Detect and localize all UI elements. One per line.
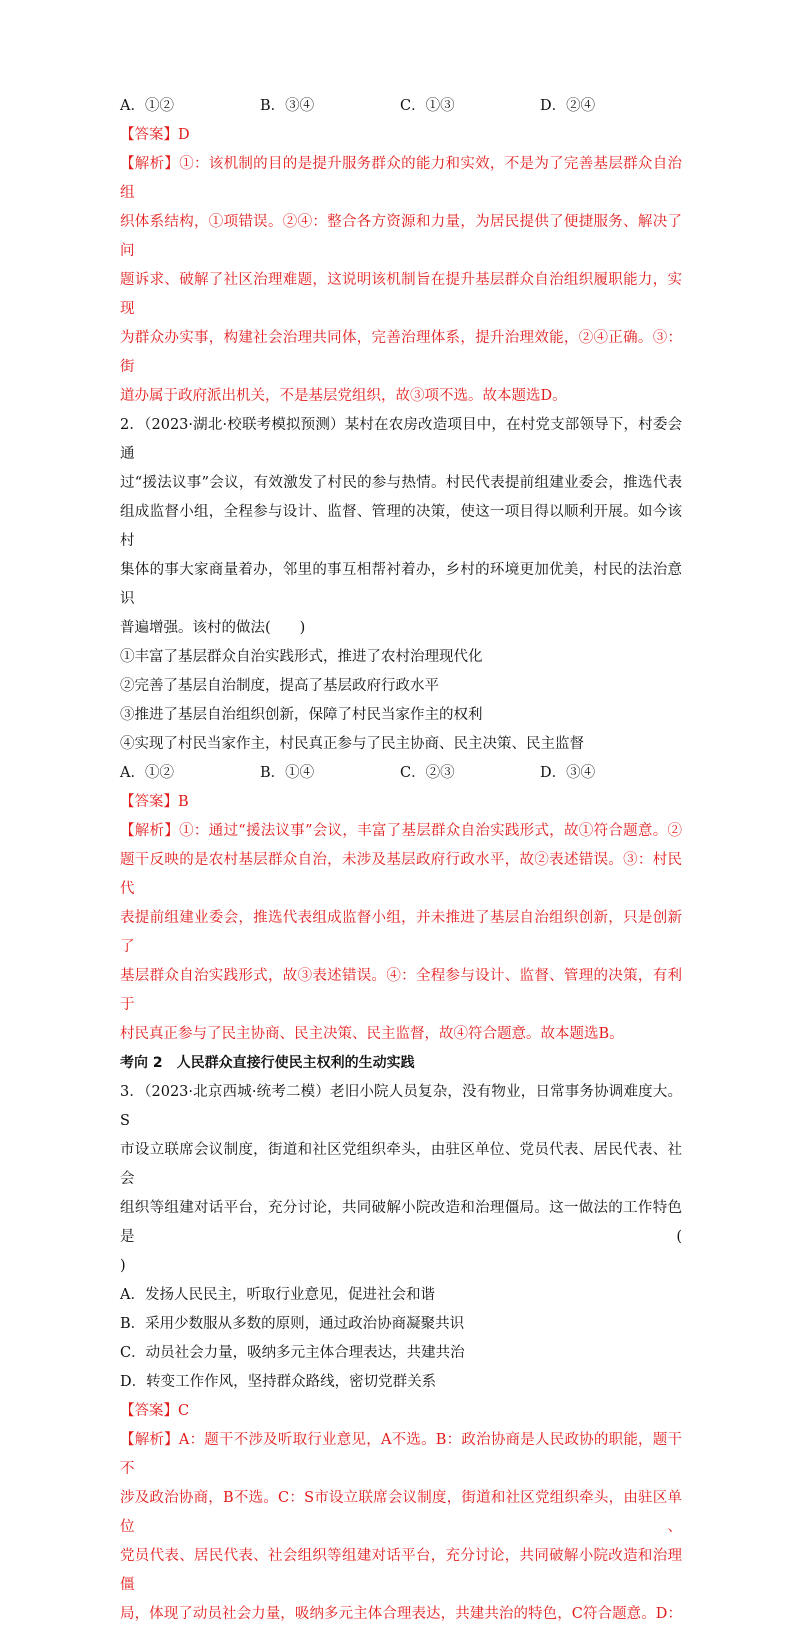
q2-option-d: D．③④ <box>540 765 596 781</box>
q3-stem-line: 组织等组建对话平台，充分讨论，共同破解小院改造和治理僵局。这一做法的工作特色是( <box>120 1200 682 1245</box>
q2-statement: ②完善了基层自治制度，提高了基层政府行政水平 <box>120 678 439 694</box>
q3-analysis-line: 党员代表、居民代表、社会组织等组建对话平台，充分讨论，共同破解小院改造和治理僵 <box>120 1548 682 1593</box>
q3-option-d: D．转变工作作风，坚持群众路线，密切党群关系 <box>120 1374 437 1390</box>
q2-analysis-line: 表提前组建业委会，推选代表组成监督小组，并未推进了基层自治组织创新，只是创新了 <box>120 910 682 955</box>
q1-analysis-line: 【解析】①：该机制的目的是提升服务群众的能力和实效，不是为了完善基层群众自治组 <box>120 156 682 201</box>
q2-analysis-line: 【解析】①：通过“援法议事”会议，丰富了基层群众自治实践形式，故①符合题意。② <box>120 823 682 839</box>
q2-statements <box>120 643 682 759</box>
q3-analysis-line: 局，体现了动员社会力量，吸纳多元主体合理表达，共建共治的特色，C符合题意。D： <box>120 1606 682 1622</box>
q3-analysis <box>120 1426 682 1629</box>
q3-option-a: A．发扬人民民主，听取行业意见，促进社会和谐 <box>120 1287 435 1303</box>
q2-stem-line: 集体的事大家商量着办，邻里的事互相帮衬着办，乡村的环境更加优美，村民的法治意识 <box>120 562 682 607</box>
q1-analysis-line: 题诉求、破解了社区治理难题，这说明该机制旨在提升基层群众自治组织履职能力，实现 <box>120 272 682 317</box>
q2-statement: ④实现了村民当家作主，村民真正参与了民主协商、民主决策、民主监督 <box>120 736 584 752</box>
section-heading: 考向 2 人民群众直接行使民主权利的生动实践 <box>120 1055 415 1071</box>
q2-analysis <box>120 817 682 1049</box>
q2-option-c: C．②③ <box>400 765 455 781</box>
q3-stem-line: ) <box>120 1258 126 1274</box>
q3-option-b: B．采用少数服从多数的原则，通过政治协商凝聚共识 <box>120 1316 465 1332</box>
q3-stem <box>120 1078 682 1281</box>
q3-stem-line: 市设立联席会议制度，街道和社区党组织牵头，由驻区单位、党员代表、居民代表、社会 <box>120 1142 682 1187</box>
q3-analysis-line: 【解析】A：题干不涉及听取行业意见，A不选。B：政治协商是人民政协的职能，题干不 <box>120 1432 682 1477</box>
q2-stem-line: 普遍增强。该村的做法( ) <box>120 620 306 636</box>
q1-option-a: A．①② <box>120 98 174 114</box>
q1-analysis-line: 道办属于政府派出机关，不是基层党组织，故③项不选。故本题选D。 <box>120 388 567 404</box>
q3-answer: 【答案】C <box>120 1403 190 1419</box>
q1-analysis-line: 织体系结构，①项错误。②④：整合各方资源和力量，为居民提供了便捷服务、解决了问 <box>120 214 682 259</box>
q2-analysis-line: 题干反映的是农村基层群众自治，未涉及基层政府行政水平，故②表述错误。③：村民代 <box>120 852 682 897</box>
q2-statement: ③推进了基层自治组织创新，保障了村民当家作主的权利 <box>120 707 483 723</box>
q2-analysis-line: 基层群众自治实践形式，故③表述错误。④：全程参与设计、监督、管理的决策，有利于 <box>120 968 682 1013</box>
q1-options <box>120 92 682 121</box>
q1-option-d: D．②④ <box>540 98 596 114</box>
q1-answer: 【答案】D <box>120 127 190 143</box>
q3-options <box>120 1281 682 1397</box>
q1-analysis-line: 为群众办实事，构建社会治理共同体，完善治理体系，提升治理效能，②④正确。③：街 <box>120 330 682 375</box>
q1-analysis <box>120 150 682 411</box>
q2-options <box>120 759 682 788</box>
q3-stem-line: 3．（2023·北京西城·统考二模）老旧小院人员复杂，没有物业，日常事务协调难度大。S <box>120 1084 682 1129</box>
q1-option-b: B．③④ <box>260 98 315 114</box>
q2-stem-line: 组成监督小组，全程参与设计、监督、管理的决策，使这一项目得以顺利开展。如今该村 <box>120 504 682 549</box>
q1-option-c: C．①③ <box>400 98 455 114</box>
q2-statement: ①丰富了基层群众自治实践形式，推进了农村治理现代化 <box>120 649 483 665</box>
q2-stem <box>120 411 682 643</box>
document-page <box>120 92 682 1629</box>
q3-option-c: C．动员社会力量，吸纳多元主体合理表达，共建共治 <box>120 1345 465 1361</box>
q2-analysis-line: 村民真正参与了民主协商、民主决策、民主监督，故④符合题意。故本题选B。 <box>120 1026 624 1042</box>
q3-analysis-line: 涉及政治协商，B不选。C：S市设立联席会议制度，街道和社区党组织牵头，由驻区单位、 <box>120 1490 682 1535</box>
q2-option-b: B．①④ <box>260 765 315 781</box>
q2-stem-line: 2．（2023·湖北·校联考模拟预测）某村在农房改造项目中，在村党支部领导下，村委会通 <box>120 417 682 462</box>
q2-option-a: A．①② <box>120 765 174 781</box>
q2-answer: 【答案】B <box>120 794 189 810</box>
q2-stem-line: 过“援法议事”会议，有效激发了村民的参与热情。村民代表提前组建业委会，推选代表 <box>120 475 682 491</box>
